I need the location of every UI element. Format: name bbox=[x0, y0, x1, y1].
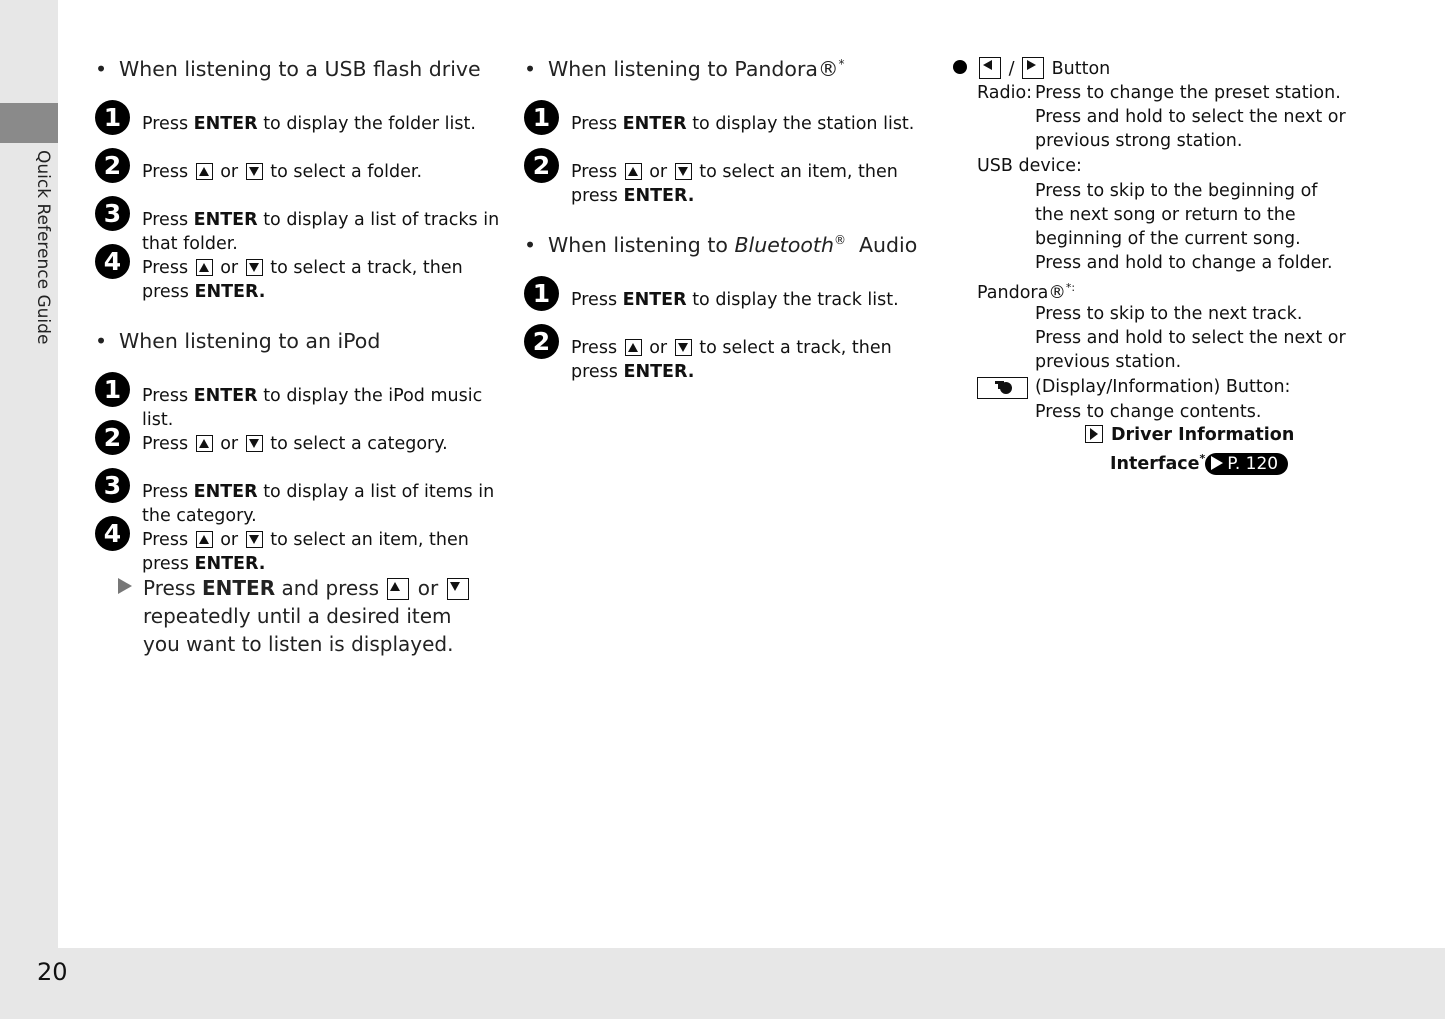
down-arrow-key-icon bbox=[246, 531, 263, 548]
step-number: 2 bbox=[524, 324, 559, 359]
usb-line-1: Press to skip to the beginning of bbox=[1035, 181, 1318, 201]
sidebar-tab-marker bbox=[0, 103, 58, 143]
step-number: 1 bbox=[95, 372, 130, 407]
ipod-note: Press ENTER and press or repeatedly until a desired item you want to listen is displayed. bbox=[120, 574, 480, 658]
up-arrow-key-icon bbox=[387, 578, 409, 600]
usb-line-3: beginning of the current song. bbox=[1035, 229, 1301, 249]
up-arrow-key-icon bbox=[625, 339, 642, 356]
radio-label: Radio: bbox=[977, 83, 1033, 103]
step-text: Press or to select a track, then press ENTER. bbox=[142, 258, 463, 302]
step-text: Press or to select a folder. bbox=[142, 162, 423, 182]
step-text: Press or to select an item, then press ENTER. bbox=[142, 530, 469, 574]
note-arrow-icon bbox=[118, 578, 132, 594]
display-info-button-icon bbox=[977, 377, 1028, 399]
page-reference-badge[interactable]: P. 120 bbox=[1205, 453, 1288, 475]
step-text: Press ENTER to display the iPod music list. bbox=[142, 386, 483, 430]
footer-band bbox=[58, 948, 1445, 1019]
pandora-line-3: previous station. bbox=[1035, 352, 1182, 372]
driver-info-reference[interactable]: Driver Information bbox=[1085, 423, 1294, 447]
step-number: 1 bbox=[524, 276, 559, 311]
pandora-label: Pandora®*: bbox=[977, 281, 1076, 303]
step-text: Press ENTER to display the station list. bbox=[571, 114, 915, 134]
up-arrow-key-icon bbox=[196, 531, 213, 548]
pandora-line-2: Press and hold to select the next or bbox=[1035, 328, 1346, 348]
step-text: Press or to select an item, then press ENTER. bbox=[571, 162, 898, 206]
step-number: 3 bbox=[95, 468, 130, 503]
down-arrow-key-icon bbox=[675, 339, 692, 356]
up-arrow-key-icon bbox=[196, 259, 213, 276]
step-text: Press or to select a category. bbox=[142, 434, 448, 454]
usb-line-2: the next song or return to the bbox=[1035, 205, 1296, 225]
up-arrow-key-icon bbox=[196, 163, 213, 180]
radio-line-3: previous strong station. bbox=[1035, 131, 1243, 151]
step-number: 1 bbox=[95, 100, 130, 135]
step-number: 2 bbox=[524, 148, 559, 183]
skip-back-key-icon bbox=[979, 57, 1001, 79]
radio-line-2: Press and hold to select the next or bbox=[1035, 107, 1346, 127]
step-text: Press ENTER to display the track list. bbox=[571, 290, 899, 310]
usb-line-4: Press and hold to change a folder. bbox=[1035, 253, 1333, 273]
down-arrow-key-icon bbox=[675, 163, 692, 180]
step-number: 2 bbox=[95, 148, 130, 183]
skip-forward-key-icon bbox=[1022, 57, 1044, 79]
usb-device-label: USB device: bbox=[977, 156, 1082, 176]
info-line: Press to change contents. bbox=[1035, 402, 1262, 422]
step-number: 3 bbox=[95, 196, 130, 231]
info-button-label: (Display/Information) Button: bbox=[1035, 377, 1291, 397]
step-number: 1 bbox=[524, 100, 559, 135]
down-arrow-key-icon bbox=[447, 578, 469, 600]
bullet-dot-icon bbox=[953, 60, 967, 74]
radio-line-1: Press to change the preset station. bbox=[1035, 83, 1341, 103]
up-arrow-key-icon bbox=[196, 435, 213, 452]
page-link-arrow-icon bbox=[1211, 456, 1223, 470]
reference-arrow-icon bbox=[1085, 425, 1103, 443]
pandora-heading: • When listening to Pandora®* bbox=[524, 57, 845, 81]
down-arrow-key-icon bbox=[246, 259, 263, 276]
step-text: Press ENTER to display a list of tracks in that folder. bbox=[142, 210, 500, 254]
bluetooth-heading: • When listening to Bluetooth® Audio bbox=[524, 233, 918, 257]
ipod-heading: • When listening to an iPod bbox=[95, 329, 381, 353]
down-arrow-key-icon bbox=[246, 163, 263, 180]
driver-info-reference-line-2[interactable]: Interface* P. 120 bbox=[1110, 447, 1288, 476]
step-number: 2 bbox=[95, 420, 130, 455]
step-number: 4 bbox=[95, 516, 130, 551]
pandora-line-1: Press to skip to the next track. bbox=[1035, 304, 1303, 324]
step-text: Press or to select a track, then press ENTER. bbox=[571, 338, 892, 382]
down-arrow-key-icon bbox=[246, 435, 263, 452]
skip-button-heading: / Button bbox=[953, 57, 1110, 81]
up-arrow-key-icon bbox=[625, 163, 642, 180]
step-text: Press ENTER to display the folder list. bbox=[142, 114, 476, 134]
step-number: 4 bbox=[95, 244, 130, 279]
usb-heading: • When listening to a USB flash drive bbox=[95, 57, 481, 81]
section-label: Quick Reference Guide bbox=[33, 150, 53, 345]
page-number: 20 bbox=[37, 958, 68, 986]
step-text: Press ENTER to display a list of items in the category. bbox=[142, 482, 495, 526]
